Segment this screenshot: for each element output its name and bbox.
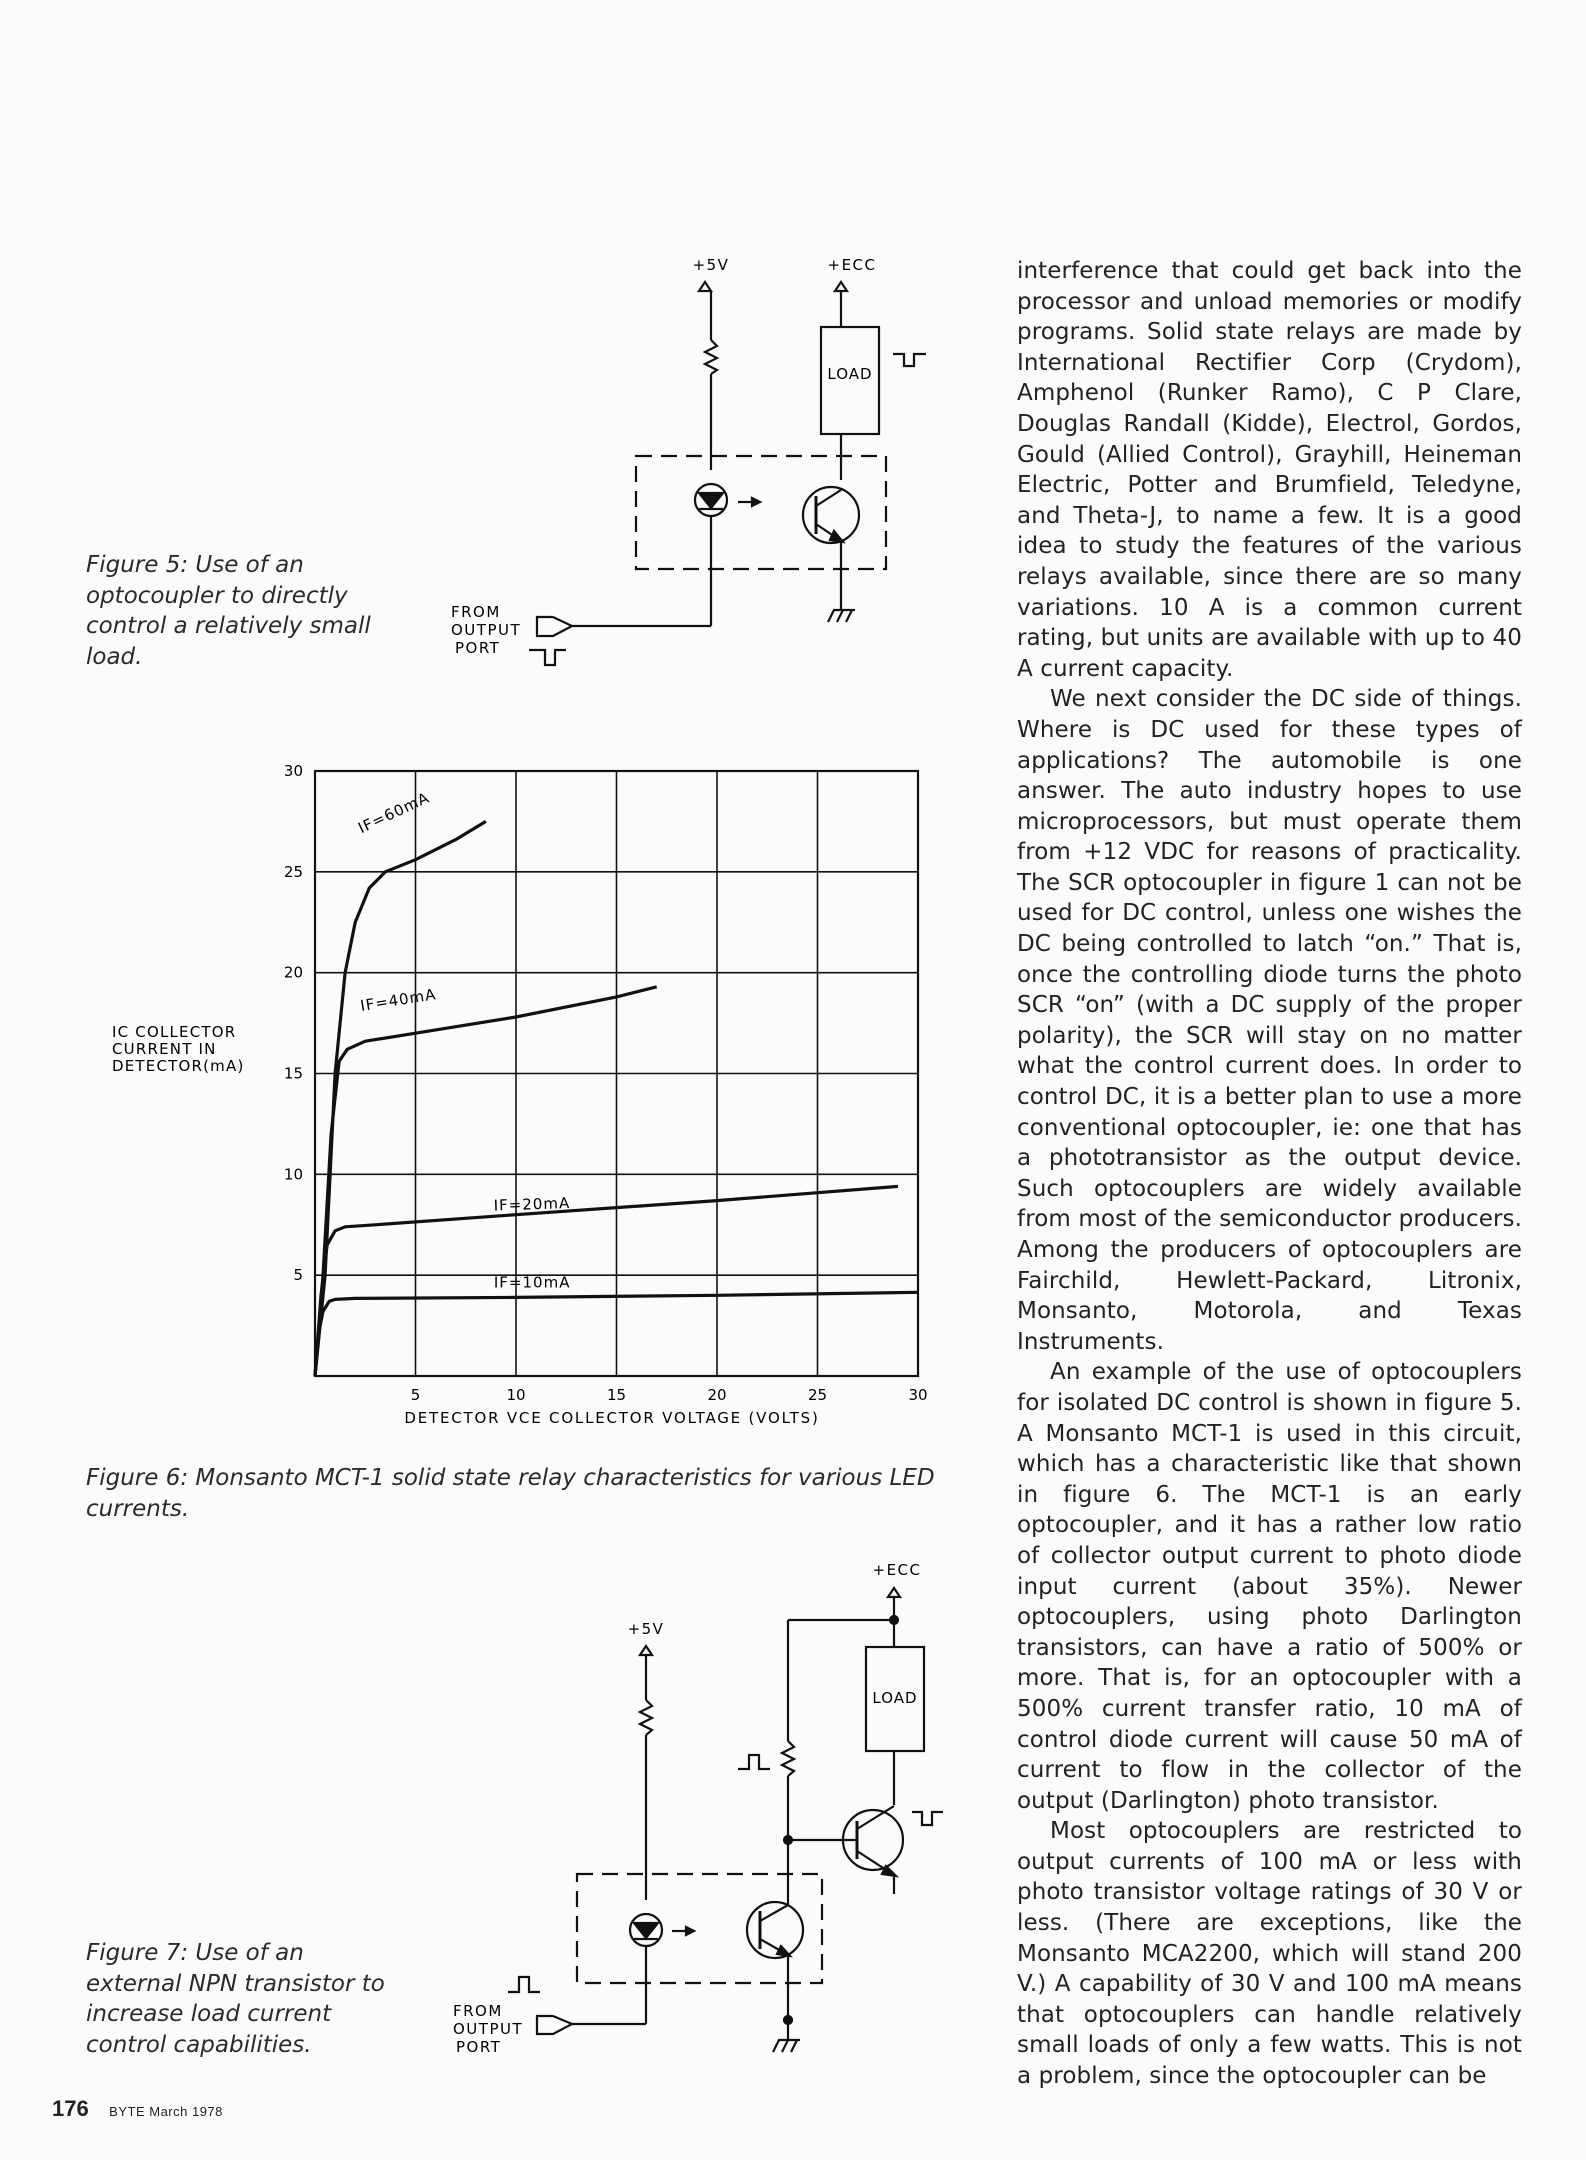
y-tick-label: 25 [283, 862, 303, 881]
label-plus-5v: +5V [692, 256, 730, 274]
label-plus-5v: +5V [627, 1620, 665, 1638]
y-tick-label: 20 [283, 963, 303, 982]
paragraph: interference that could get back into the processor and unload memories or modify programs. Solid state relays are made by International Rectifier Corp (Crydom), Amphenol (Runker Ramo), C P Clare, Douglas Randall (Kidde), Electrol, Gordos, Gould (Allied Control), Grayhill, Heineman Electric, Potter and Brumfield, Teledyne, and Theta-J, to name a few. It is a good idea to study the features of the various relays available, since there are so many variations. 10 A is a common current rating, but units are available with up to 40 A current capacity. [1017, 258, 1522, 682]
phototransistor-symbol [747, 1902, 803, 1958]
y-tick-label: 5 [293, 1266, 303, 1285]
led-symbol [634, 1923, 658, 1938]
chart-x-axis-label: DETECTOR VCE COLLECTOR VOLTAGE (VOLTS) [404, 1409, 820, 1427]
figure-6-caption: Figure 6: Monsanto MCT-1 solid state relay characteristics for various LED currents. [86, 1465, 935, 1522]
label-port: PORT [456, 2038, 502, 2056]
paragraph: An example of the use of optocouplers for isolated DC control is shown in figure 5. A Monsanto MCT-1 is used in this circuit, which has a characteristic like that shown in figure 6. The MCT-1 is an early optocoupler, and it has a rather low ratio of collector output current to photo diode input current (about 35%). Newer optocouplers, using photo Darlington transistors, can have a ratio of 500% or more. That is, for an optocoupler with a 500% current transfer ratio, 10 mA of control diode current will cause 50 mA of current to flow in the collector of the output (Darlington) photo transistor. [1017, 1359, 1522, 1814]
x-tick-label: 10 [506, 1386, 526, 1404]
resistor-symbol [705, 340, 717, 374]
label-port: PORT [455, 639, 501, 657]
label-plus-ecc: +ECC [872, 1561, 922, 1579]
label-plus-ecc: +ECC [827, 256, 877, 274]
label-load: LOAD [872, 1689, 918, 1707]
chart-ticks [284, 762, 928, 1404]
x-tick-label: 25 [807, 1386, 828, 1404]
resistor-symbol-2 [782, 1741, 794, 1776]
magazine-issue: BYTE March 1978 [109, 2104, 223, 2119]
series-label: IF=20mA [493, 1193, 571, 1215]
label-output: OUTPUT [451, 621, 522, 639]
output-port-connector [537, 617, 572, 636]
body-text-column [1017, 256, 1522, 2092]
resistor-symbol [640, 1700, 652, 1735]
optocoupler-box [636, 456, 886, 569]
chart-labels [355, 788, 570, 1291]
series-line-if40ma [315, 987, 657, 1376]
led-symbol [699, 493, 723, 508]
y-tick-label: 10 [283, 1165, 303, 1184]
y-tick-label: 30 [283, 762, 303, 780]
label-load: LOAD [827, 365, 873, 383]
chart-y-axis-label-line-1: IC COLLECTOR [112, 1023, 237, 1041]
figure-5-caption: Figure 5: Use of an optocoupler to directly control a relatively small load. [86, 552, 371, 670]
paragraph: Most optocouplers are restricted to output currents of 100 mA or less with photo transistor voltage ratings of 30 V or less. (There are exceptions, like the Monsanto MCA2200, which will stand 200 V.) A capability of 30 V and 100 mA means that optocouplers can handle relatively small loads of only a few watts. This is not a problem, since the optocoupler can be [1017, 1818, 1522, 2090]
x-tick-label: 5 [410, 1386, 421, 1404]
optocoupler-box [577, 1874, 822, 1983]
x-tick-label: 20 [707, 1386, 727, 1404]
page-footer [52, 2096, 223, 2122]
paragraph: We next consider the DC side of things. Where is DC used for these types of applications? The automobile is one answer. The auto industry hopes to use microprocessors, but must operate them from +12 VDC for reasons of practicality. The SCR optocoupler in figure 1 can not be used for DC control, unless one wishes the DC being controlled to latch “on.” That is, once the controlling diode turns the photo SCR “on” (with a DC supply of the proper polarity), the SCR will stay on no matter what the control current does. In order to control DC, it is a better plan to use a more conventional optocoupler, ie: one that has a phototransistor as the output device. Such optocouplers are widely available from most of the semiconductor producers. Among the producers of optocouplers are Fairchild, Hewlett-Packard, Litronix, Monsanto, Motorola, and Texas Instruments. [1017, 686, 1522, 1355]
chart-y-axis-label-line-2: CURRENT IN [112, 1040, 217, 1058]
supply-arrow-ecc [888, 1588, 900, 1597]
chart-y-axis-label-line-3: DETECTOR(mA) [112, 1057, 245, 1075]
series-label: IF=60mA [355, 788, 433, 838]
figure-6-chart [0, 740, 1000, 1440]
chart-grid [315, 771, 918, 1376]
supply-arrow-5v [640, 1646, 652, 1655]
y-tick-label: 15 [283, 1064, 303, 1083]
output-port-connector [537, 2016, 572, 2034]
figure-7-caption: Figure 7: Use of an external NPN transistor to increase load current control capabilities. [86, 1940, 385, 2058]
series-line-if60ma [315, 821, 486, 1376]
label-from: FROM [451, 603, 501, 621]
supply-arrow-ecc [835, 282, 847, 291]
series-line-if20ma [315, 1186, 898, 1376]
label-from: FROM [453, 2002, 503, 2020]
series-label: IF=10mA [493, 1273, 571, 1292]
page-number: 176 [52, 2096, 89, 2121]
label-output: OUTPUT [453, 2020, 524, 2038]
supply-arrow-5v [699, 282, 711, 291]
series-label: IF=40mA [359, 985, 438, 1015]
x-tick-label: 15 [606, 1386, 627, 1404]
x-tick-label: 30 [908, 1386, 928, 1404]
